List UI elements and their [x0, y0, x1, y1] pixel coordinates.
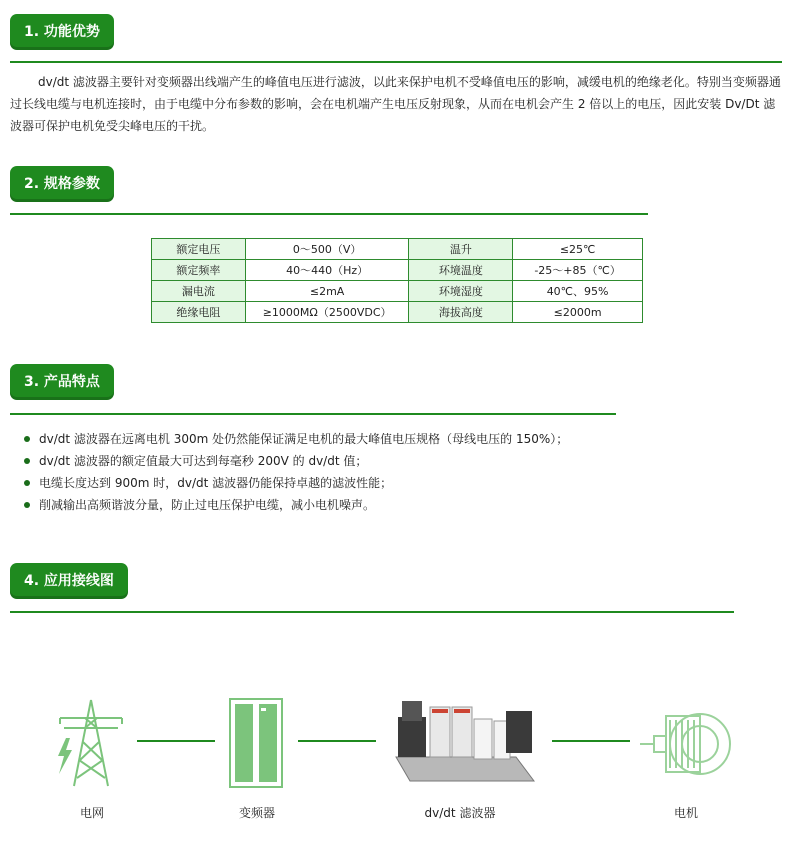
spec-value: ≤25℃: [513, 239, 643, 260]
motor-icon: [636, 704, 736, 784]
spec-key: 环境湿度: [409, 281, 513, 302]
list-item: dv/dt 滤波器的额定值最大可达到每毫秒 200V 的 dv/dt 值；: [22, 450, 568, 472]
section-title-characteristics: 3. 产品特点: [10, 364, 114, 400]
spec-key: 绝缘电阻: [152, 302, 246, 323]
table-row: [152, 239, 643, 260]
spec-key: 额定电压: [152, 239, 246, 260]
spec-value: ≤2mA: [245, 281, 409, 302]
spec-key: 额定频率: [152, 260, 246, 281]
section-divider: [10, 413, 616, 415]
bullet-icon: [24, 480, 30, 486]
spec-value: ≥1000MΩ（2500VDC）: [245, 302, 409, 323]
bullet-icon: [24, 502, 30, 508]
bullet-icon: [24, 458, 30, 464]
section-divider: [10, 213, 648, 215]
spec-value: 40℃、95%: [513, 281, 643, 302]
table-row: [152, 281, 643, 302]
feature-list: [22, 428, 568, 516]
list-item: 削减输出高频谐波分量，防止过电压保护电缆，减小电机噪声。: [22, 494, 568, 516]
spec-key: 海拔高度: [409, 302, 513, 323]
spec-value: -25～+85（℃）: [513, 260, 643, 281]
section-divider: [10, 611, 734, 613]
label-grid: 电网: [79, 806, 104, 820]
power-tower-icon: [50, 698, 132, 788]
connector-line: [137, 740, 215, 742]
label-inverter: 变频器: [238, 806, 275, 820]
spec-key: 温升: [409, 239, 513, 260]
section-title-wiring: 4. 应用接线图: [10, 563, 128, 599]
table-row: [152, 260, 643, 281]
list-item: dv/dt 滤波器在远离电机 300m 处仍然能保证满足电机的最大峰值电压规格（母线电压的 150%）；: [22, 428, 568, 450]
spec-value: 0～500（V）: [245, 239, 409, 260]
connector-line: [298, 740, 376, 742]
list-item: 电缆长度达到 900m 时，dv/dt 滤波器仍能保持卓越的滤波性能；: [22, 472, 568, 494]
section-divider: [10, 61, 782, 63]
label-motor: 电机: [673, 806, 698, 820]
intro-paragraph: dv/dt 滤波器主要针对变频器出线端产生的峰值电压进行滤波，以此来保护电机不受峰值电压的影响，减缓电机的绝缘老化。特别当变频器通过长线电缆与电机连接时，由于电缆中分布参数的影响，会在电机端产生电压反射现象，从而在电机会产生 2 倍以上的电压，因此安装 Dv/Dt 滤波器可保护电机免受尖峰电压的干扰。: [10, 75, 781, 133]
spec-value: 40～440（Hz）: [245, 260, 409, 281]
label-dvdt-filter: dv/dt 滤波器: [424, 806, 496, 820]
spec-key: 环境温度: [409, 260, 513, 281]
connector-line: [552, 740, 630, 742]
section-title-specs: 2. 规格参数: [10, 166, 114, 202]
inverter-icon: [229, 698, 283, 788]
section-title-features: 1. 功能优势: [10, 14, 114, 50]
spec-value: ≤2000m: [513, 302, 643, 323]
dvdt-filter-icon: [388, 697, 536, 785]
spec-key: 漏电流: [152, 281, 246, 302]
spec-table: [151, 238, 643, 323]
table-row: [152, 302, 643, 323]
bullet-icon: [24, 436, 30, 442]
